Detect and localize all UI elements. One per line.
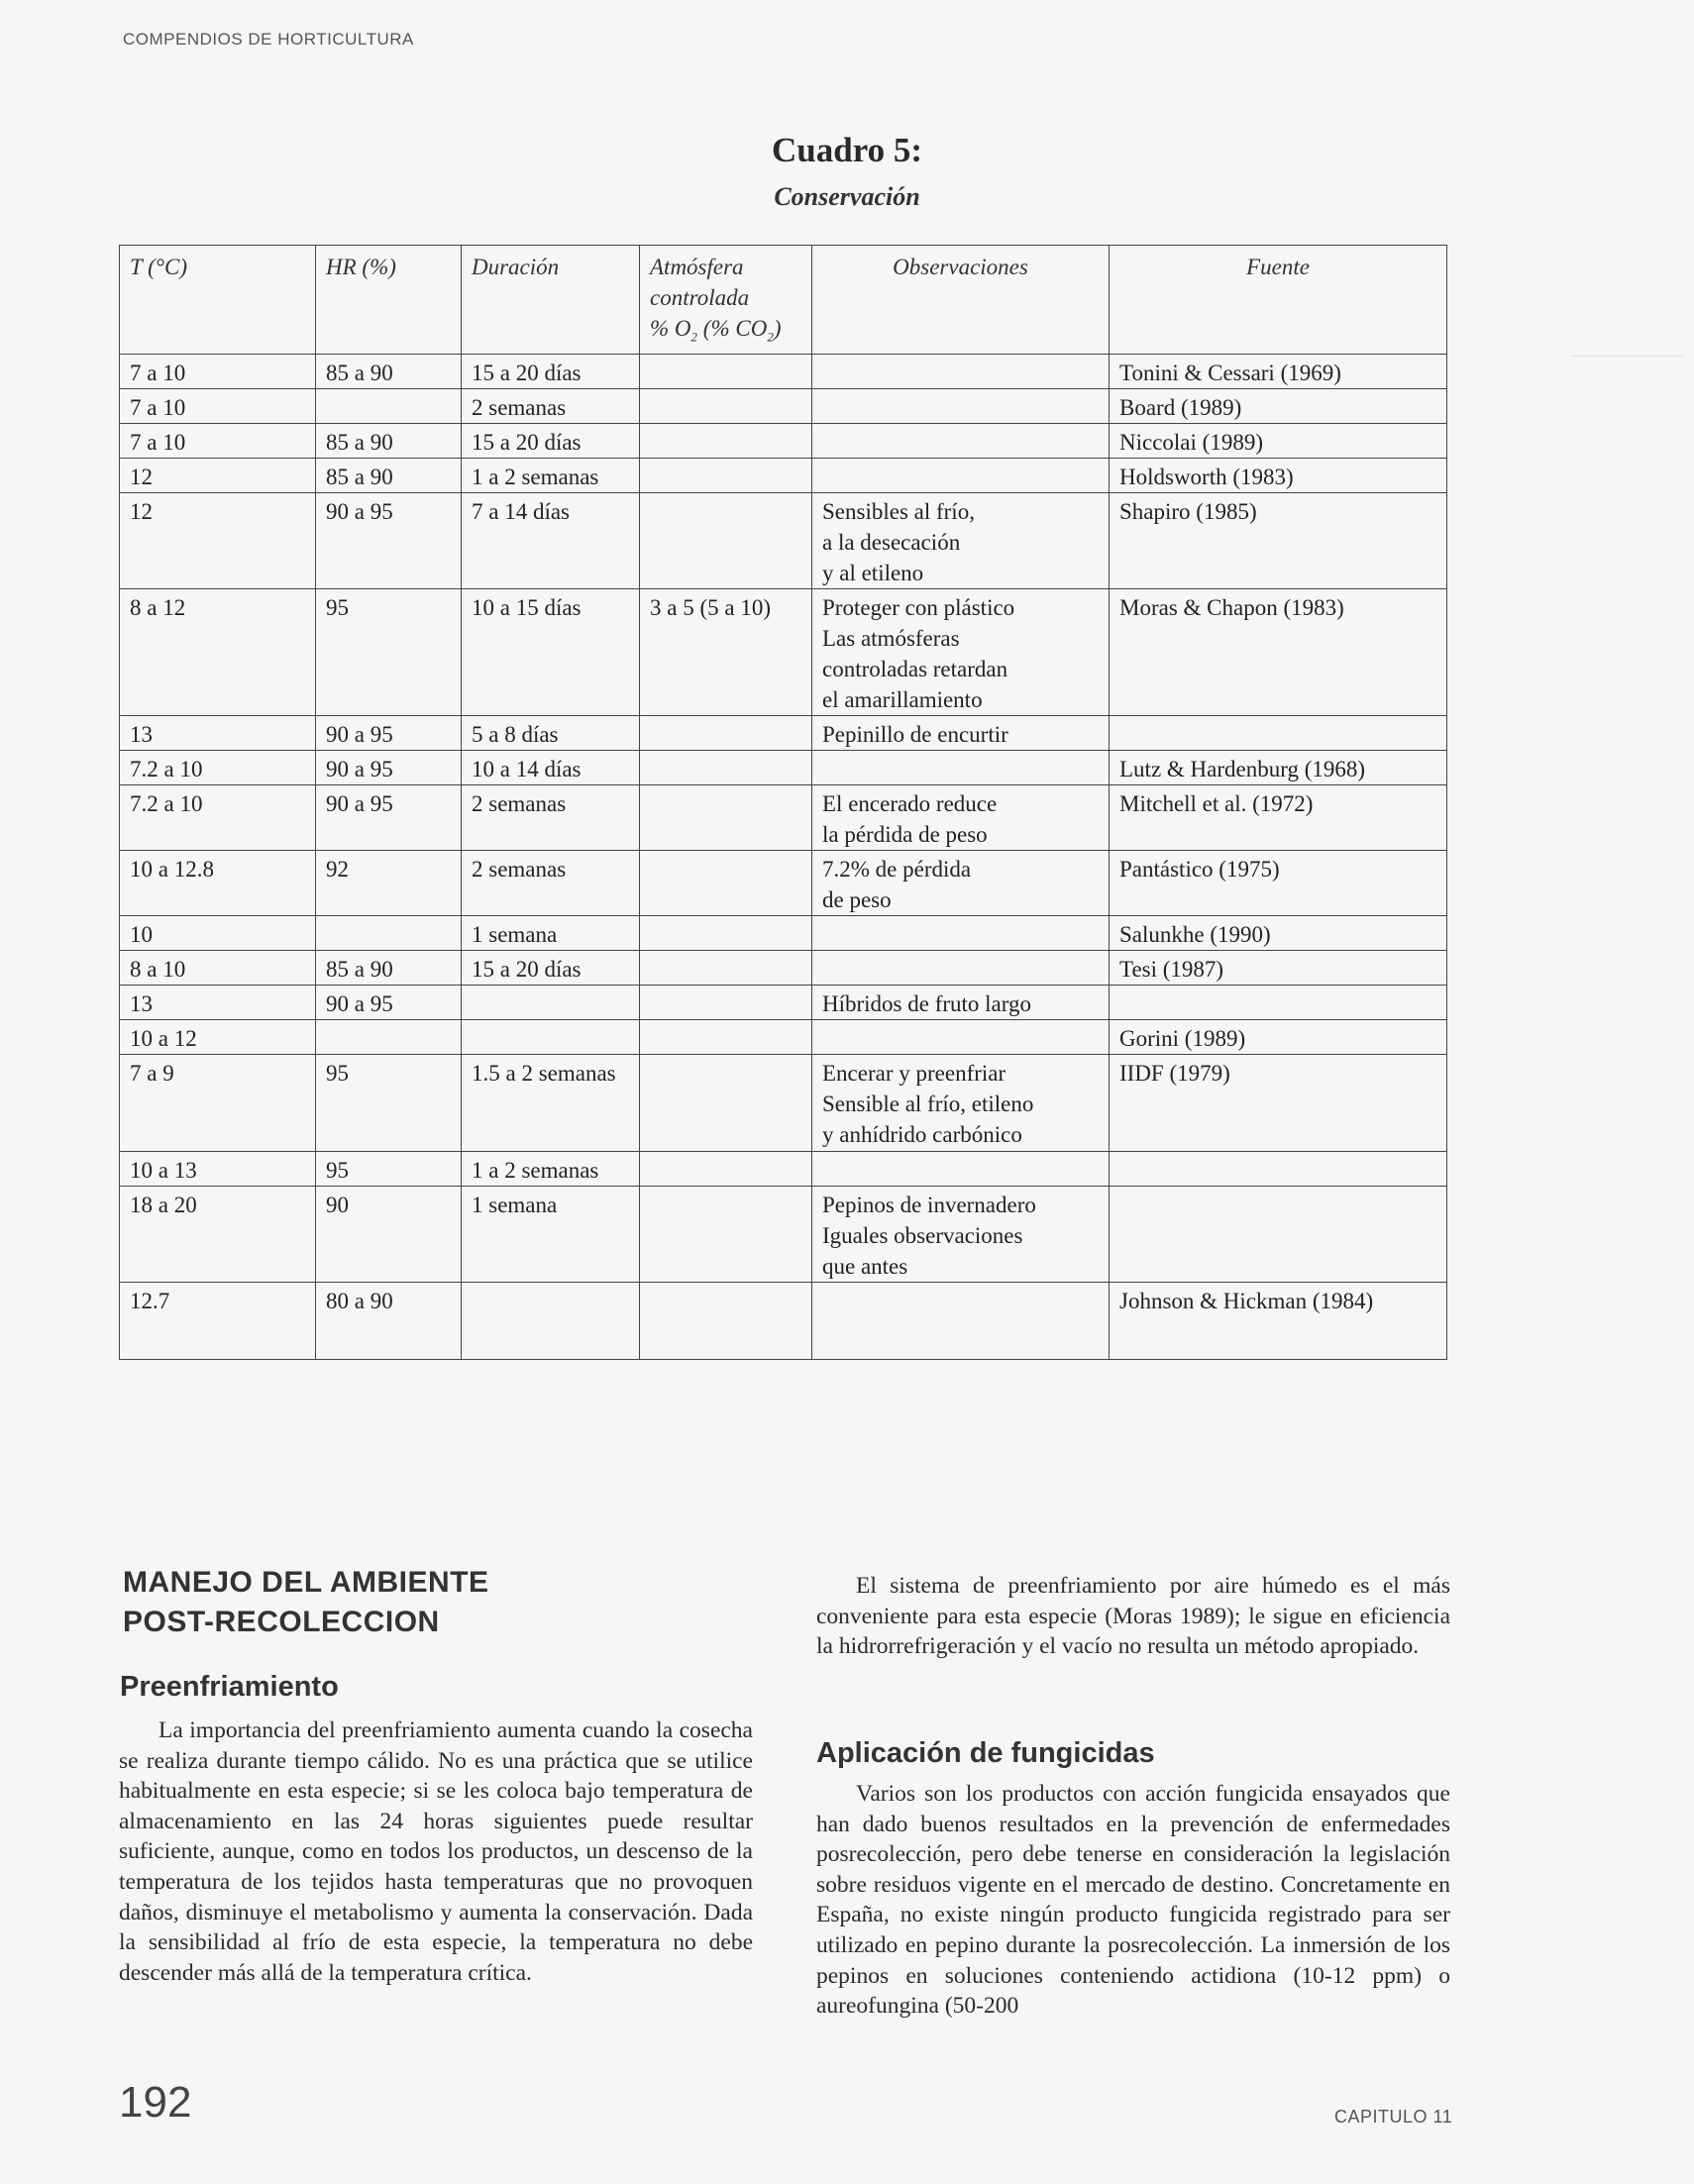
cell-atmosfera [640, 1020, 812, 1055]
cell-fuente: Lutz & Hardenburg (1968) [1110, 751, 1447, 785]
cell-observaciones: El encerado reduce la pérdida de peso [812, 785, 1110, 851]
cell-hr: 90 a 95 [316, 751, 462, 785]
cell-atmosfera [640, 1187, 812, 1283]
cell-fuente: Pantástico (1975) [1110, 851, 1447, 916]
cell-duracion: 1 a 2 semanas [462, 1152, 640, 1187]
chapter-label: CAPITULO 11 [1334, 2107, 1453, 2127]
col-header-observaciones: Observaciones [812, 246, 1110, 355]
cell-duracion: 2 semanas [462, 389, 640, 424]
cell-duracion [462, 986, 640, 1020]
cell-atmosfera [640, 751, 812, 785]
col-header-hr: HR (%) [316, 246, 462, 355]
col-header-atmosfera [640, 246, 812, 355]
cell-fuente: Niccolai (1989) [1110, 424, 1447, 459]
cell-atmosfera [640, 1283, 812, 1360]
atmosfera-line2: controlada [650, 285, 750, 310]
cell-fuente: IIDF (1979) [1110, 1055, 1447, 1152]
cell-duracion: 7 a 14 días [462, 493, 640, 589]
atmosfera-line3: % $O_2$ (% $CO_2$) [650, 316, 782, 345]
cell-fuente: Johnson & Hickman (1984) [1110, 1283, 1447, 1360]
cell-atmosfera [640, 785, 812, 851]
cell-hr: 90 a 95 [316, 785, 462, 851]
cell-temp: 13 [120, 986, 316, 1020]
cell-hr: 95 [316, 589, 462, 716]
table-row [120, 1187, 1447, 1283]
cell-fuente: Holdsworth (1983) [1110, 459, 1447, 493]
cell-temp: 18 a 20 [120, 1187, 316, 1283]
cell-temp: 10 a 13 [120, 1152, 316, 1187]
cell-hr: 90 a 95 [316, 986, 462, 1020]
cell-observaciones: Encerar y preenfriar Sensible al frío, etileno y anhídrido carbónico [812, 1055, 1110, 1152]
cell-atmosfera [640, 986, 812, 1020]
cell-observaciones [812, 1020, 1110, 1055]
cell-duracion: 2 semanas [462, 851, 640, 916]
cell-observaciones [812, 424, 1110, 459]
cell-hr [316, 389, 462, 424]
paragraph-preenfriamiento: La importancia del preenfriamiento aumenta cuando la cosecha se realiza durante tiempo cálido. No es una práctica que se utilice habitualmente en esta especie; si se les coloca bajo temperatura de almacenamiento en las 24 horas siguientes puede resultar suficiente, aunque, como en todos los productos, un descenso de la temperatura de los tejidos hasta temperaturas que no provoquen daños, disminuye el metabolismo y aumenta la conservación. Dada la sensibilidad al frío de esta especie, la temperatura no debe descender más allá de la temperatura crítica. [119, 1717, 753, 1986]
cell-observaciones: Pepinillo de encurtir [812, 716, 1110, 751]
cell-hr: 80 a 90 [316, 1283, 462, 1360]
page-number: 192 [119, 2078, 192, 2127]
cell-temp: 7.2 a 10 [120, 751, 316, 785]
cell-atmosfera [640, 916, 812, 951]
cell-temp: 8 a 12 [120, 589, 316, 716]
table-row [120, 1152, 1447, 1187]
atmosfera-line1: Atmósfera [650, 255, 744, 279]
cell-temp: 12 [120, 493, 316, 589]
cell-duracion [462, 1020, 640, 1055]
cell-observaciones [812, 951, 1110, 986]
subheading-fungicidas: Aplicación de fungicidas [816, 1737, 1155, 1769]
cell-temp: 7 a 9 [120, 1055, 316, 1152]
cell-duracion: 5 a 8 días [462, 716, 640, 751]
cell-duracion: 10 a 14 días [462, 751, 640, 785]
table-row [120, 851, 1447, 916]
cell-atmosfera [640, 851, 812, 916]
cell-atmosfera [640, 1055, 812, 1152]
conservation-table [119, 245, 1447, 1360]
cell-atmosfera [640, 355, 812, 389]
cell-fuente [1110, 986, 1447, 1020]
col-header-duracion: Duración [462, 246, 640, 355]
cell-atmosfera [640, 716, 812, 751]
cell-hr: 95 [316, 1152, 462, 1187]
cell-fuente [1110, 716, 1447, 751]
cell-temp: 7 a 10 [120, 355, 316, 389]
cell-fuente: Mitchell et al. (1972) [1110, 785, 1447, 851]
table-row [120, 1020, 1447, 1055]
table-row [120, 951, 1447, 986]
cell-observaciones: Sensibles al frío, a la desecación y al etileno [812, 493, 1110, 589]
cell-duracion: 1.5 a 2 semanas [462, 1055, 640, 1152]
cell-hr: 85 a 90 [316, 424, 462, 459]
running-head: COMPENDIOS DE HORTICULTURA [123, 30, 414, 49]
table-row [120, 589, 1447, 716]
cell-fuente: Gorini (1989) [1110, 1020, 1447, 1055]
cell-fuente: Tesi (1987) [1110, 951, 1447, 986]
cell-observaciones: Híbridos de fruto largo [812, 986, 1110, 1020]
cell-hr: 85 a 90 [316, 459, 462, 493]
table-row [120, 1055, 1447, 1152]
table-row [120, 716, 1447, 751]
cell-temp: 8 a 10 [120, 951, 316, 986]
cell-temp: 7.2 a 10 [120, 785, 316, 851]
cell-observaciones: Pepinos de invernadero Iguales observaciones que antes [812, 1187, 1110, 1283]
table-subtitle: Conservación [774, 182, 920, 211]
table-row [120, 986, 1447, 1020]
cell-atmosfera [640, 1152, 812, 1187]
cell-fuente: Shapiro (1985) [1110, 493, 1447, 589]
subheading-preenfriamiento: Preenfriamiento [120, 1671, 339, 1703]
cell-atmosfera [640, 389, 812, 424]
col-header-fuente: Fuente [1110, 246, 1447, 355]
cell-duracion: 2 semanas [462, 785, 640, 851]
cell-atmosfera: 3 a 5 (5 a 10) [640, 589, 812, 716]
cell-fuente: Tonini & Cessari (1969) [1110, 355, 1447, 389]
cell-duracion: 10 a 15 días [462, 589, 640, 716]
cell-temp: 7 a 10 [120, 389, 316, 424]
cell-hr: 85 a 90 [316, 355, 462, 389]
cell-observaciones [812, 916, 1110, 951]
cell-observaciones [812, 355, 1110, 389]
table-row [120, 424, 1447, 459]
table-header-row [120, 246, 1447, 355]
section-heading: MANEJO DEL AMBIENTE POST-RECOLECCION [123, 1566, 489, 1638]
cell-hr: 90 a 95 [316, 493, 462, 589]
cell-duracion: 15 a 20 días [462, 424, 640, 459]
cell-temp: 13 [120, 716, 316, 751]
cell-temp: 12.7 [120, 1283, 316, 1360]
cell-fuente: Salunkhe (1990) [1110, 916, 1447, 951]
cell-duracion: 15 a 20 días [462, 951, 640, 986]
table-title: Cuadro 5: [771, 131, 922, 169]
table-row [120, 916, 1447, 951]
cell-duracion: 1 a 2 semanas [462, 459, 640, 493]
cell-temp: 10 a 12 [120, 1020, 316, 1055]
cell-observaciones [812, 459, 1110, 493]
paragraph-sistema: El sistema de preenfriamiento por aire húmedo es el más conveniente para esta especie (Moras 1989); le sigue en eficiencia la hidrorrefrigeración y el vacío no resulta un método apropiado. [816, 1573, 1450, 1660]
cell-temp: 10 [120, 916, 316, 951]
table-row [120, 459, 1447, 493]
cell-observaciones: 7.2% de pérdida de peso [812, 851, 1110, 916]
cell-fuente: Moras & Chapon (1983) [1110, 589, 1447, 716]
cell-fuente [1110, 1187, 1447, 1283]
cell-fuente [1110, 1152, 1447, 1187]
table-row [120, 751, 1447, 785]
table-row [120, 785, 1447, 851]
cell-atmosfera [640, 424, 812, 459]
cell-hr: 85 a 90 [316, 951, 462, 986]
cell-observaciones [812, 389, 1110, 424]
cell-hr: 92 [316, 851, 462, 916]
cell-atmosfera [640, 459, 812, 493]
paragraph-fungicidas: Varios son los productos con acción fungicida ensayados que han dado buenos resultados en la prevención de enfermedades posrecolección, pero debe tenerse en consideración la legislación sobre residuos vigente en el mercado de destino. Concretamente en España, no existe ningún producto fungicida registrado para ser utilizado en pepino durante la posrecolección. La inmersión de los pepinos en soluciones conteniendo actidiona (10-12 ppm) o aureofungina (50-200 [816, 1781, 1450, 2020]
cell-fuente: Board (1989) [1110, 389, 1447, 424]
cell-hr: 95 [316, 1055, 462, 1152]
scan-mark [1573, 356, 1682, 357]
cell-temp: 12 [120, 459, 316, 493]
col-header-temp: T (°C) [120, 246, 316, 355]
cell-hr [316, 1020, 462, 1055]
cell-observaciones [812, 751, 1110, 785]
cell-atmosfera [640, 951, 812, 986]
cell-observaciones [812, 1283, 1110, 1360]
table-row [120, 389, 1447, 424]
cell-hr: 90 a 95 [316, 716, 462, 751]
cell-duracion: 15 a 20 días [462, 355, 640, 389]
cell-atmosfera [640, 493, 812, 589]
cell-hr: 90 [316, 1187, 462, 1283]
cell-duracion [462, 1283, 640, 1360]
cell-temp: 10 a 12.8 [120, 851, 316, 916]
cell-duracion: 1 semana [462, 1187, 640, 1283]
cell-observaciones: Proteger con plástico Las atmósferas controladas retardan el amarillamiento [812, 589, 1110, 716]
cell-observaciones [812, 1152, 1110, 1187]
cell-hr [316, 916, 462, 951]
cell-duracion: 1 semana [462, 916, 640, 951]
table-row [120, 355, 1447, 389]
table-row [120, 493, 1447, 589]
table-row [120, 1283, 1447, 1360]
cell-temp: 7 a 10 [120, 424, 316, 459]
